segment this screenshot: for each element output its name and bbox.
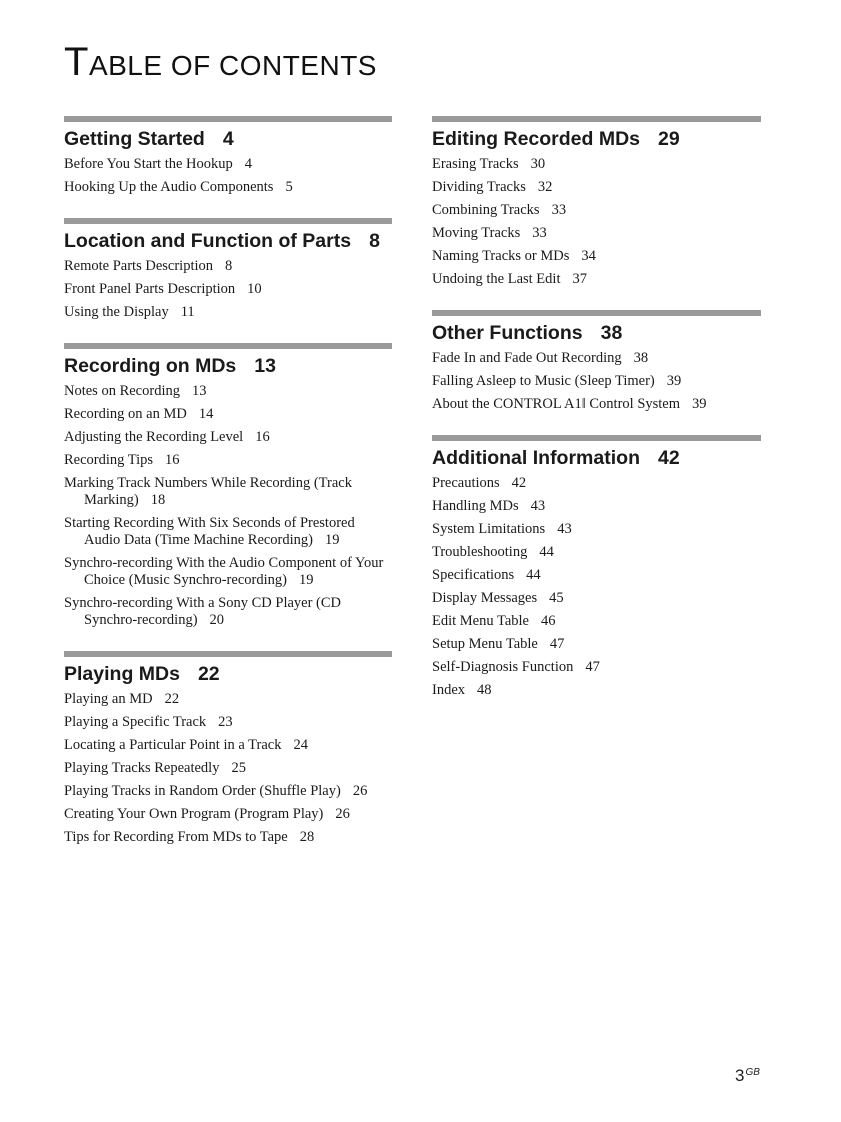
toc-entry[interactable] xyxy=(432,498,761,515)
toc-entry-page: 24 xyxy=(293,737,308,753)
toc-entry-list xyxy=(64,691,392,846)
toc-entry[interactable] xyxy=(64,714,392,731)
section-heading[interactable] xyxy=(432,446,761,470)
toc-entry[interactable] xyxy=(432,396,761,413)
toc-entry-title: Fade In and Fade Out Recording xyxy=(432,350,622,366)
section-heading-title: Playing MDs xyxy=(64,663,180,685)
toc-entry-page: 43 xyxy=(530,498,546,514)
section-heading[interactable] xyxy=(64,662,392,686)
toc-entry-title: Precautions xyxy=(432,475,500,491)
toc-entry-title: Display Messages xyxy=(432,590,538,606)
toc-entry-title: Using the Display xyxy=(64,304,169,320)
toc-entry[interactable] xyxy=(64,737,392,754)
toc-entry[interactable] xyxy=(432,544,761,561)
toc-entry[interactable] xyxy=(432,659,761,676)
toc-entry[interactable] xyxy=(64,383,392,400)
toc-entry[interactable] xyxy=(64,760,392,777)
toc-entry-title: Locating a Particular Point in a Track xyxy=(64,737,282,753)
toc-entry[interactable] xyxy=(64,515,392,549)
toc-entry[interactable] xyxy=(64,452,392,469)
toc-entry[interactable] xyxy=(432,636,761,653)
toc-entry-title: Remote Parts Description xyxy=(64,258,214,274)
toc-entry-list xyxy=(64,258,392,321)
toc-entry[interactable] xyxy=(64,595,392,629)
toc-entry-page: 16 xyxy=(165,452,180,468)
toc-entry-title: Creating Your Own Program (Program Play) xyxy=(64,806,324,822)
toc-entry[interactable] xyxy=(432,475,761,492)
toc-section-additional-information xyxy=(432,435,761,699)
section-heading-page: 13 xyxy=(254,355,276,377)
page-number-value: 3 xyxy=(735,1066,745,1085)
toc-entry-title: Index xyxy=(432,682,466,698)
toc-entry-page: 48 xyxy=(477,682,492,698)
toc-section-editing-recorded-mds xyxy=(432,116,761,288)
toc-entry-title: Playing an MD xyxy=(64,691,153,707)
section-heading-page: 29 xyxy=(658,128,680,150)
toc-entry[interactable] xyxy=(432,682,761,699)
toc-entry-page: 39 xyxy=(692,396,707,412)
toc-entry-list xyxy=(432,475,761,699)
page-number xyxy=(735,1066,760,1086)
toc-section-location-and-function-of-parts xyxy=(64,218,392,321)
section-heading-title: Editing Recorded MDs xyxy=(432,128,641,150)
toc-entry-title: Recording on an MD xyxy=(64,406,187,422)
toc-entry[interactable] xyxy=(64,829,392,846)
toc-entry-title: About the CONTROL A1ǁ Control System xyxy=(432,396,681,412)
page-title xyxy=(64,40,377,85)
toc-entry-page: 14 xyxy=(198,406,214,422)
toc-entry-page: 5 xyxy=(285,179,293,195)
section-heading[interactable] xyxy=(64,229,392,253)
toc-entry-page: 26 xyxy=(352,783,368,799)
toc-entry-page: 25 xyxy=(231,760,246,776)
toc-entry-title: Specifications xyxy=(432,567,515,583)
section-heading-page: 4 xyxy=(222,128,234,150)
toc-entry-title: Marking Track Numbers While Recording (Track Marking) xyxy=(64,475,352,508)
toc-entry[interactable] xyxy=(432,521,761,538)
toc-entry[interactable] xyxy=(64,156,392,173)
toc-entry[interactable] xyxy=(64,429,392,446)
toc-entry-page: 43 xyxy=(557,521,572,537)
section-heading-title: Recording on MDs xyxy=(64,355,237,377)
toc-entry[interactable] xyxy=(64,304,392,321)
toc-entry-page: 32 xyxy=(537,179,553,195)
toc-entry-page: 16 xyxy=(255,429,270,445)
toc-entry-list xyxy=(64,156,392,196)
section-heading[interactable] xyxy=(432,321,761,345)
toc-entry-title: Synchro-recording With the Audio Component of Your Choice (Music Synchro-recording) xyxy=(64,555,384,588)
toc-entry-page: 47 xyxy=(585,659,600,675)
toc-entry-page: 23 xyxy=(218,714,233,730)
toc-entry[interactable] xyxy=(432,567,761,584)
toc-entry-page: 11 xyxy=(180,304,195,320)
toc-entry[interactable] xyxy=(64,281,392,298)
toc-entry-page: 26 xyxy=(335,806,350,822)
toc-entry-page: 20 xyxy=(209,612,225,628)
toc-entry-title: Playing Tracks Repeatedly xyxy=(64,760,220,776)
toc-entry-title: Falling Asleep to Music (Sleep Timer) xyxy=(432,373,655,389)
toc-entry[interactable] xyxy=(432,156,761,173)
toc-entry-title: Handling MDs xyxy=(432,498,519,514)
section-heading-page: 42 xyxy=(657,447,680,469)
toc-entry-title: Playing Tracks in Random Order (Shuffle Play) xyxy=(64,783,341,799)
section-heading-page: 38 xyxy=(600,322,623,344)
toc-entry-title: Self-Diagnosis Function xyxy=(432,659,574,675)
section-heading-title: Location and Function of Parts xyxy=(64,230,352,252)
toc-section-getting-started xyxy=(64,116,392,196)
section-heading-title: Additional Information xyxy=(432,447,640,469)
toc-entry-title: Adjusting the Recording Level xyxy=(64,429,244,445)
toc-entry-title: Dividing Tracks xyxy=(432,179,526,195)
toc-entry[interactable] xyxy=(64,406,392,423)
section-heading-page: 22 xyxy=(197,663,220,685)
toc-entry-page: 28 xyxy=(299,829,315,845)
page-title-rest: ABLE OF CONTENTS xyxy=(88,50,377,81)
section-heading-title: Getting Started xyxy=(64,128,205,150)
toc-entry-page: 44 xyxy=(526,567,541,583)
toc-entry-page: 46 xyxy=(540,613,556,629)
toc-entry[interactable] xyxy=(432,271,761,288)
toc-entry[interactable] xyxy=(64,783,392,800)
toc-entry-page: 8 xyxy=(225,258,233,274)
toc-entry-page: 30 xyxy=(530,156,546,172)
toc-entry-title: Combining Tracks xyxy=(432,202,540,218)
toc-entry-page: 22 xyxy=(164,691,180,707)
toc-entry-page: 38 xyxy=(633,350,649,366)
toc-section-recording-on-mds xyxy=(64,343,392,629)
right-column xyxy=(432,116,761,721)
toc-entry[interactable] xyxy=(64,258,392,275)
toc-entry[interactable] xyxy=(64,475,392,509)
toc-entry-page: 47 xyxy=(549,636,565,652)
toc-entry-page: 19 xyxy=(325,532,340,548)
toc-entry-list xyxy=(432,156,761,288)
toc-entry-title: Before You Start the Hookup xyxy=(64,156,233,172)
toc-entry[interactable] xyxy=(64,555,392,589)
toc-entry[interactable] xyxy=(432,613,761,630)
toc-entry-page: 13 xyxy=(191,383,207,399)
toc-entry[interactable] xyxy=(432,590,761,607)
toc-entry-page: 18 xyxy=(150,492,166,508)
toc-entry-page: 37 xyxy=(572,271,587,287)
toc-entry-title: Notes on Recording xyxy=(64,383,180,399)
toc-entry[interactable] xyxy=(64,806,392,823)
toc-entry-page: 10 xyxy=(247,281,262,297)
toc-entry-page: 33 xyxy=(551,202,567,218)
toc-entry-title: Starting Recording With Six Seconds of Prestored Audio Data (Time Machine Recording) xyxy=(64,515,355,548)
toc-section-playing-mds xyxy=(64,651,392,846)
left-column xyxy=(64,116,392,868)
page-number-suffix: GB xyxy=(745,1067,760,1078)
toc-section-other-functions xyxy=(432,310,761,413)
toc-entry-title: Synchro-recording With a Sony CD Player (CD Synchro-recording) xyxy=(64,595,342,628)
toc-entry-title: Edit Menu Table xyxy=(432,613,529,629)
section-heading[interactable] xyxy=(432,127,761,151)
toc-entry-page: 4 xyxy=(244,156,253,172)
toc-entry-page: 19 xyxy=(298,572,314,588)
toc-entry-title: Undoing the Last Edit xyxy=(432,271,561,287)
toc-entry[interactable] xyxy=(432,225,761,242)
toc-entry-title: Playing a Specific Track xyxy=(64,714,207,730)
section-heading-page: 8 xyxy=(369,230,380,252)
toc-entry-title: System Limitations xyxy=(432,521,546,537)
toc-entry-page: 42 xyxy=(511,475,527,491)
page-title-initial: T xyxy=(64,40,89,84)
section-heading-title: Other Functions xyxy=(432,322,583,344)
toc-entry[interactable] xyxy=(432,373,761,390)
toc-entry-page: 45 xyxy=(549,590,564,606)
toc-entry-title: Erasing Tracks xyxy=(432,156,519,172)
toc-entry[interactable] xyxy=(432,248,761,265)
toc-entry[interactable] xyxy=(432,350,761,367)
toc-entry-title: Moving Tracks xyxy=(432,225,521,241)
toc-entry-title: Recording Tips xyxy=(64,452,154,468)
section-heading[interactable] xyxy=(64,354,392,378)
toc-entry-list xyxy=(64,383,392,629)
toc-entry-title: Troubleshooting xyxy=(432,544,528,560)
toc-entry[interactable] xyxy=(432,202,761,219)
toc-entry-title: Setup Menu Table xyxy=(432,636,538,652)
toc-entry-page: 44 xyxy=(539,544,554,560)
toc-entry[interactable] xyxy=(432,179,761,196)
toc-entry-page: 39 xyxy=(666,373,682,389)
toc-entry-title: Hooking Up the Audio Components xyxy=(64,179,274,195)
toc-entry-list xyxy=(432,350,761,413)
section-heading[interactable] xyxy=(64,127,392,151)
toc-entry-title: Naming Tracks or MDs xyxy=(432,248,570,264)
toc-entry-page: 34 xyxy=(581,248,596,264)
toc-entry-title: Front Panel Parts Description xyxy=(64,281,236,297)
toc-entry[interactable] xyxy=(64,691,392,708)
toc-entry-title: Tips for Recording From MDs to Tape xyxy=(64,829,288,845)
toc-entry-page: 33 xyxy=(532,225,547,241)
toc-entry[interactable] xyxy=(64,179,392,196)
